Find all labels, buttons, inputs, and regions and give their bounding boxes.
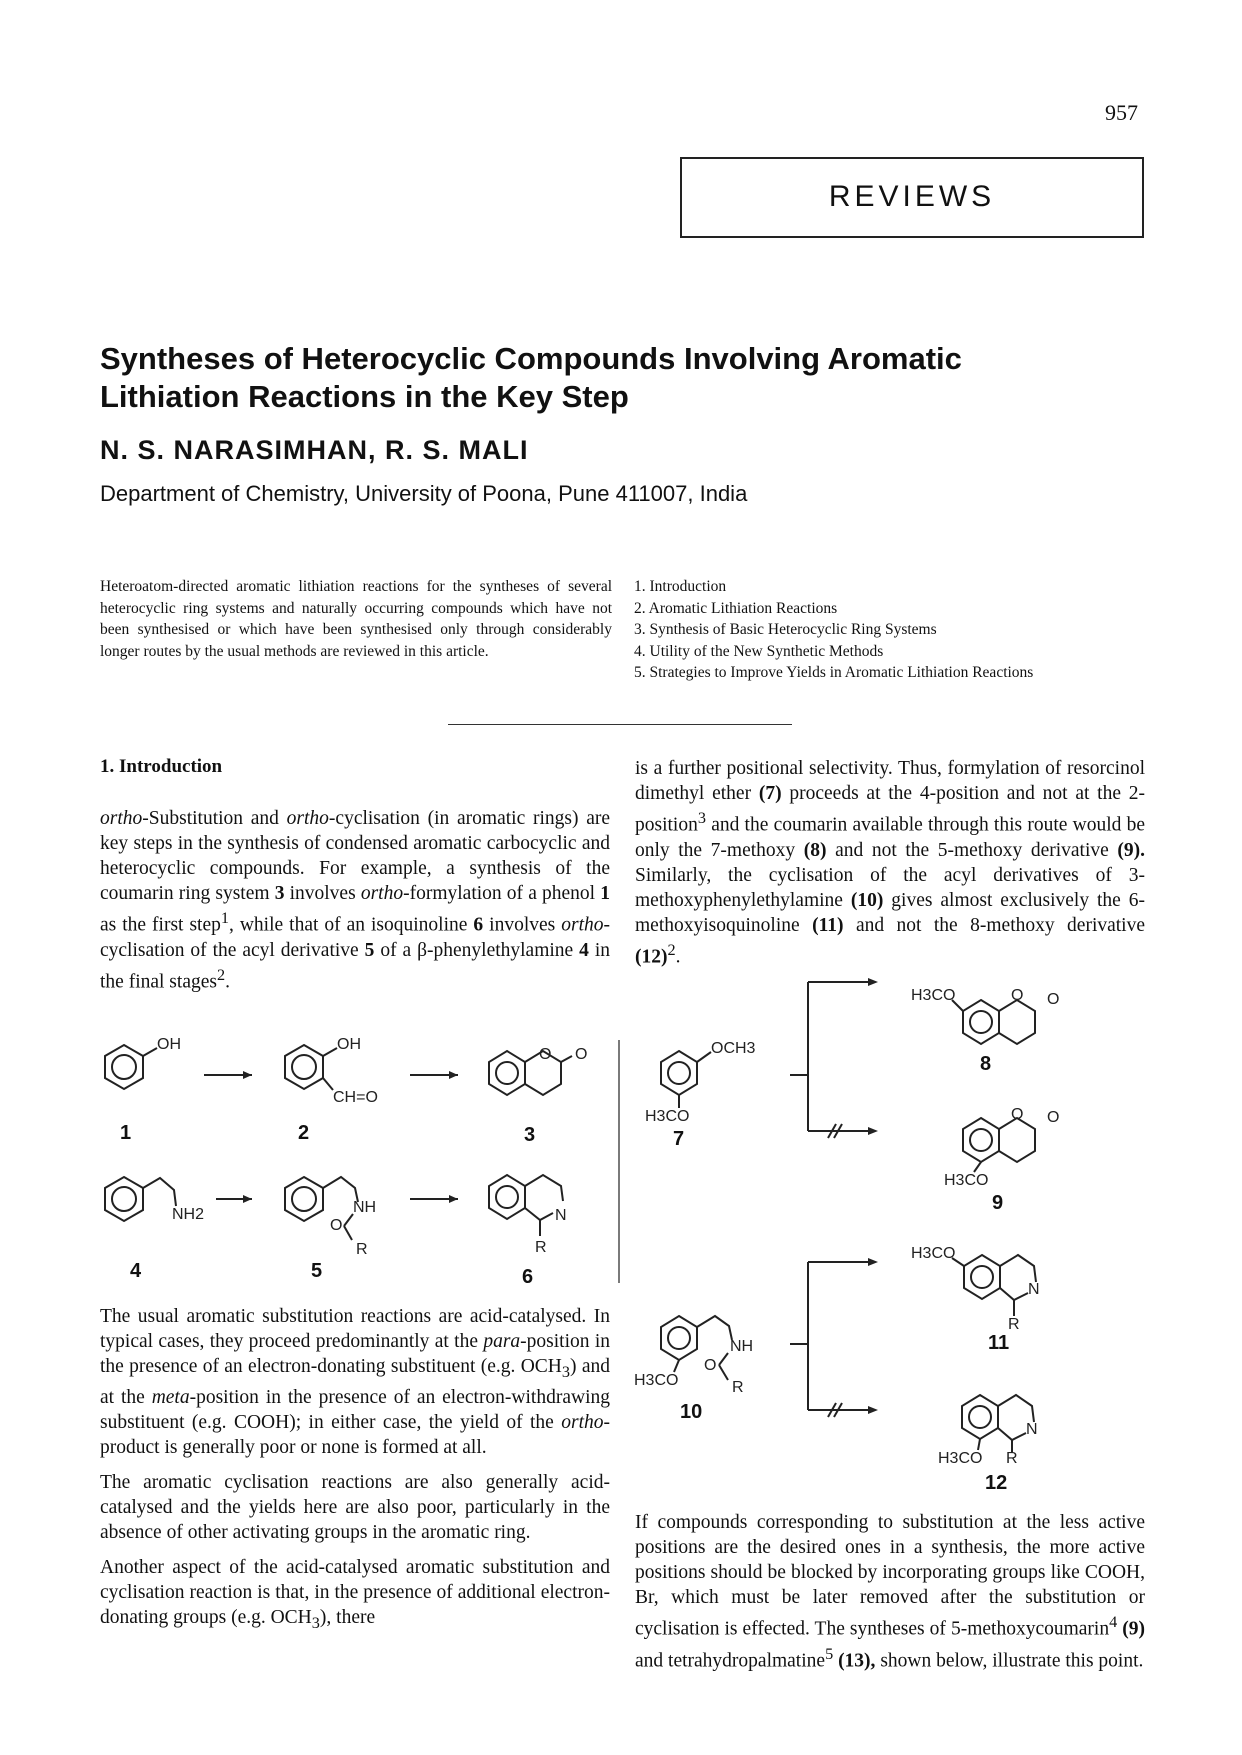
compound-label: 3 xyxy=(524,1124,536,1146)
group-label: H3CO xyxy=(944,1172,989,1189)
toc-item: 5. Strategies to Improve Yields in Aromatic Lithiation Reactions xyxy=(634,664,1034,681)
benzene-ring xyxy=(661,1051,697,1095)
benzene-ring xyxy=(963,1118,999,1162)
compound-label: 9 xyxy=(992,1192,1004,1214)
section-heading: 1. Introduction xyxy=(100,756,223,777)
group-label: N xyxy=(555,1207,567,1224)
group-label: NH xyxy=(353,1199,377,1216)
benzene-ring xyxy=(964,1255,1000,1299)
group-label: R xyxy=(1006,1450,1018,1467)
group-label: O xyxy=(1011,1106,1024,1123)
right-column-lower: If compounds corresponding to substitution at the less active positions are the desired ones in a synthesis, the more active positions should be blocked by incorporating groups like COOH, Br, which must be later removed after the substitution or cyclisation is effected. The syntheses of 5-methoxycoumarin$^4$ (9) and tetrahydropalmatine$^5$ (13), shown below, illustrate this point. xyxy=(635,1512,1146,1671)
group-label: H3CO xyxy=(911,987,956,1004)
benzene-ring xyxy=(661,1316,697,1360)
group-label: NH xyxy=(730,1338,754,1355)
compound-label: 5 xyxy=(311,1260,323,1282)
right-column-upper: is a further positional selectivity. Thus, formylation of resorcinol dimethyl ether (7) proceeds at the 4-position and not at the 2-position$^3$ and the coumarin available through this route would be only the 7-methoxy (8) and not the 5-methoxy derivative (9). Similarly, the cyclisation of the acyl derivatives of 3-methoxyphenylethylamine (10) gives almost exclusively the 6-methoxyisoquinoline (11) and not the 8-methoxy derivative $(12)^2$. xyxy=(635,758,1146,967)
group-label: O xyxy=(704,1357,717,1374)
benzene-ring xyxy=(962,1395,998,1439)
group-label: O xyxy=(1011,987,1024,1004)
group-label: O xyxy=(575,1046,588,1063)
compound-label: 2 xyxy=(298,1122,310,1144)
group-label: O xyxy=(1047,1109,1060,1126)
group-label: H3CO xyxy=(645,1108,690,1125)
group-label: OH xyxy=(337,1036,361,1053)
group-label: N xyxy=(1028,1281,1040,1298)
group-label: R xyxy=(732,1379,744,1396)
group-label: O xyxy=(1047,991,1060,1008)
affiliation: Department of Chemistry, University of Poona, Pune 411007, India xyxy=(100,481,748,506)
compound-label: 11 xyxy=(988,1332,1010,1354)
group-label: O xyxy=(330,1217,343,1234)
group-label: N xyxy=(1026,1421,1038,1438)
group-label: H3CO xyxy=(634,1372,679,1389)
compound-label: 12 xyxy=(985,1472,1008,1494)
intro-paragraph: ortho-Substitution and ortho-cyclisation (in aromatic rings) are key steps in the synthesis of condensed aromatic carbocyclic and heterocyclic compounds. For example, a synthesis of the coumarin ring system 3 involves ortho-formylation of a phenol 1 as the first step$^1$, while that of an isoquinoline 6 involves ortho-cyclisation of the acyl derivative 5 of a β-phenylethylamine 4 in the final stages$^2$. xyxy=(100,808,610,992)
group-label: OH xyxy=(157,1036,181,1053)
group-label: R xyxy=(1008,1316,1020,1333)
abstract: Heteroatom-directed aromatic lithiation reactions for the syntheses of several heterocyclic ring systems and naturally occurring compounds which have not been synthesised or which have been synthesised only through considerably longer routes by the usual methods are reviewed in this article. xyxy=(100,578,612,660)
paragraph-substitution: The usual aromatic substitution reactions are acid-catalysed. In typical cases, they proceed predominantly at the para-position in the presence of an electron-donating substituent (e.g. $OCH_3$) and at the meta-position in the presence of an electron-withdrawing substituent (e.g. COOH); in either case, the yield of the ortho-product is generally poor or none is formed at all. xyxy=(100,1306,611,1458)
group-label: H3CO xyxy=(911,1245,956,1262)
section-label: REVIEWS xyxy=(828,180,996,213)
group-label: R xyxy=(356,1241,368,1258)
paragraph-selectivity: Another aspect of the acid-catalysed aromatic substitution and cyclisation reaction is that, in the presence of additional electron-donating groups (e.g. $OCH_3$), there xyxy=(100,1556,610,1632)
compound-label: 6 xyxy=(522,1266,534,1288)
group-label: O xyxy=(539,1046,552,1063)
toc-item: 2. Aromatic Lithiation Reactions xyxy=(634,599,838,617)
compound-label: 1 xyxy=(120,1122,132,1144)
compound-label: 4 xyxy=(130,1260,142,1282)
toc-item: 1. Introduction xyxy=(634,578,727,595)
group-label: R xyxy=(535,1239,547,1256)
group-label: OCH3 xyxy=(711,1040,756,1057)
group-label: CH=O xyxy=(333,1089,378,1106)
toc-item: 3. Synthesis of Basic Heterocyclic Ring Systems xyxy=(634,621,937,638)
group-label: NH2 xyxy=(172,1206,205,1223)
paragraph-cyclisation: The aromatic cyclisation reactions are also generally acid-catalysed and the yields here are also poor, particularly in the absence of other activating groups in the aromatic ring. xyxy=(100,1471,610,1543)
toc-item: 4. Utility of the New Synthetic Methods xyxy=(634,642,884,660)
compound-label: 8 xyxy=(980,1053,992,1075)
authors: N. S. NARASIMHAN, R. S. MALI xyxy=(100,435,529,465)
article-title: Syntheses of Heterocyclic Compounds Involving Aromatic Lithiation Reactions in the Key Step xyxy=(100,341,962,414)
compound-label: 10 xyxy=(680,1401,703,1423)
benzene-ring xyxy=(963,1000,999,1044)
group-label: H3CO xyxy=(938,1450,983,1467)
compound-label: 7 xyxy=(673,1128,685,1150)
page-number: 957 xyxy=(1105,100,1138,125)
